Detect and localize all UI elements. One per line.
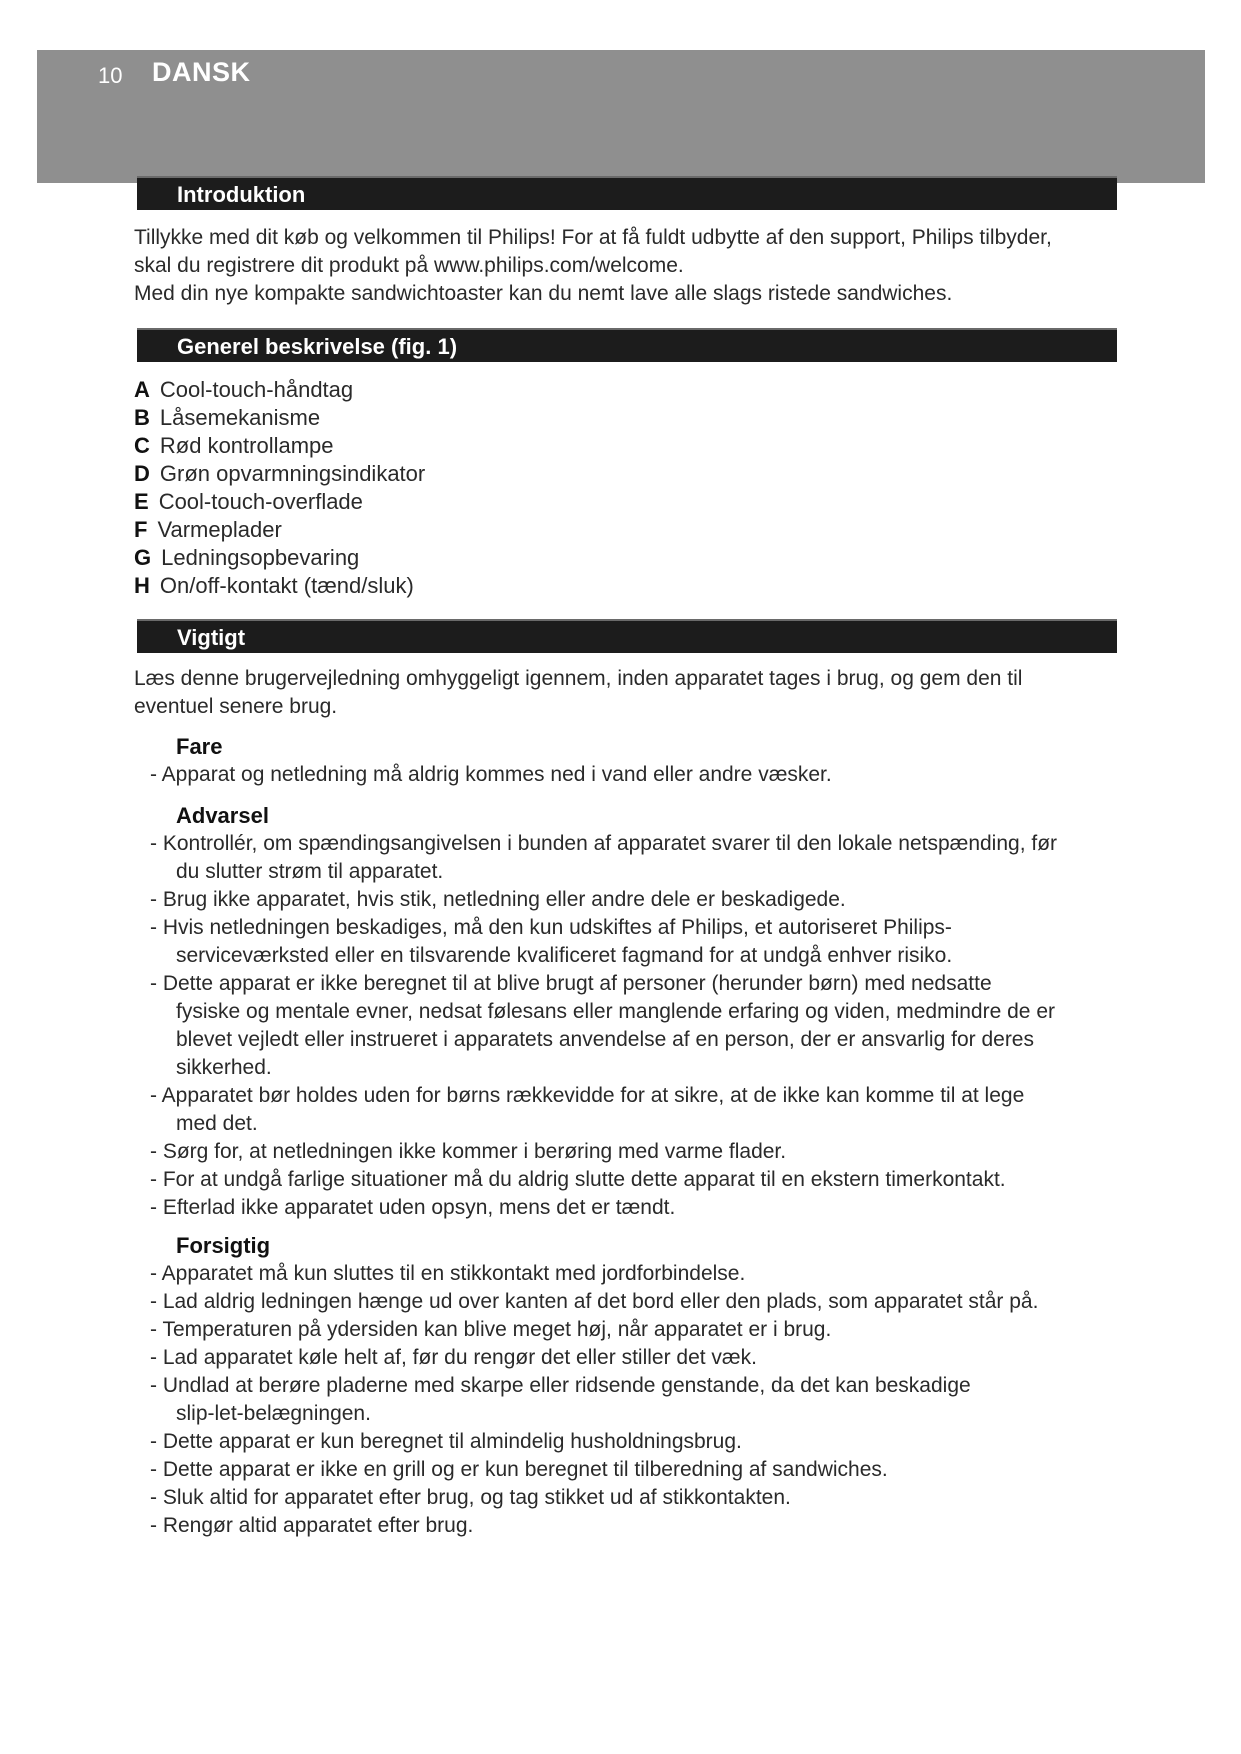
list-item-text: - For at undgå farlige situationer må du aldrig slutte dette apparat til en ekstern timerkontakt. <box>150 1168 1006 1191</box>
important-line: Læs denne brugervejledning omhyggeligt igennem, inden apparatet tages i brug, og gem den til <box>134 667 1023 690</box>
list-item <box>150 1484 1110 1512</box>
component-item <box>134 572 425 600</box>
danger-list <box>150 761 1110 789</box>
list-item-text: serviceværksted eller en tilsvarende kvalificeret fagmand for at undgå enhver risiko. <box>176 944 953 967</box>
list-item-text: - Sluk altid for apparatet efter brug, og tag stikket ud af stikkontakten. <box>150 1486 791 1509</box>
list-item <box>150 886 1110 914</box>
list-item-text: fysiske og mentale evner, nedsat følesans eller manglende erfaring og viden, medmindre de er <box>176 1000 1055 1023</box>
component-label: Grøn opvarmningsindikator <box>159 461 426 486</box>
component-item <box>134 404 425 432</box>
list-item-text: - Temperaturen på ydersiden kan blive meget høj, når apparatet er i brug. <box>150 1318 832 1341</box>
intro-text <box>134 224 1124 308</box>
intro-line: skal du registrere dit produkt på www.philips.com/welcome. <box>134 254 684 277</box>
component-letter: H <box>134 573 150 598</box>
component-item <box>134 488 425 516</box>
component-item <box>134 376 425 404</box>
page-number: 10 <box>98 63 123 88</box>
component-label: Ledningsopbevaring <box>161 545 360 570</box>
list-item-text: - Lad apparatet køle helt af, før du rengør det eller stiller det væk. <box>150 1346 757 1369</box>
component-letter: F <box>134 517 148 542</box>
list-item-text: - Apparat og netledning må aldrig kommes ned i vand eller andre væsker. <box>150 763 832 786</box>
component-item <box>134 460 425 488</box>
list-item <box>150 1316 1110 1344</box>
component-label: Låsemekanisme <box>159 405 321 430</box>
list-item <box>150 1166 1110 1194</box>
list-item-text: - Lad aldrig ledningen hænge ud over kanten af det bord eller den plads, som apparatet står på. <box>150 1290 1039 1313</box>
component-list <box>134 376 425 600</box>
list-item <box>150 1456 1110 1484</box>
list-item <box>150 1428 1110 1456</box>
component-letter: E <box>134 489 149 514</box>
list-item <box>150 1082 1110 1138</box>
list-item-text: - Rengør altid apparatet efter brug. <box>150 1514 474 1537</box>
list-item-text: - Apparatet bør holdes uden for børns rækkevidde for at sikre, at de ikke kan komme til at lege <box>150 1084 1025 1107</box>
list-item <box>150 1260 1110 1288</box>
component-letter: G <box>134 545 152 570</box>
list-item-text: - Hvis netledningen beskadiges, må den kun udskiftes af Philips, et autoriseret Philips- <box>150 916 952 939</box>
component-label: Rød kontrollampe <box>159 433 334 458</box>
list-item <box>150 1138 1110 1166</box>
list-item-text: - Dette apparat er ikke beregnet til at blive brugt af personer (herunder børn) med nedsatte <box>150 972 992 995</box>
important-line: eventuel senere brug. <box>134 695 338 718</box>
list-item <box>150 970 1110 1082</box>
list-item-text: - Apparatet må kun sluttes til en stikkontakt med jordforbindelse. <box>150 1262 746 1285</box>
list-item-text: du slutter strøm til apparatet. <box>176 860 444 883</box>
component-label: On/off-kontakt (tænd/sluk) <box>159 573 414 598</box>
component-letter: B <box>134 405 150 430</box>
list-item <box>150 761 1110 789</box>
component-label: Cool-touch-overflade <box>158 489 363 514</box>
component-label: Varmeplader <box>157 517 282 542</box>
list-item <box>150 1344 1110 1372</box>
important-intro <box>134 665 1124 721</box>
component-item <box>134 516 425 544</box>
component-item <box>134 544 425 572</box>
list-item <box>150 914 1110 970</box>
list-item <box>150 830 1110 886</box>
list-item <box>150 1288 1110 1316</box>
section-bar-introduction: Introduktion <box>137 176 1117 210</box>
list-item-text: blevet vejledt eller instrueret i apparatets anvendelse af en person, der er ansvarlig for deres <box>176 1028 1034 1051</box>
component-letter: C <box>134 433 150 458</box>
list-item <box>150 1512 1110 1540</box>
list-item-text: - Dette apparat er ikke en grill og er kun beregnet til tilberedning af sandwiches. <box>150 1458 888 1481</box>
component-letter: D <box>134 461 150 486</box>
subheading-caution: Forsigtig <box>176 1233 271 1258</box>
list-item-text: sikkerhed. <box>176 1056 272 1079</box>
list-item-text: slip-let-belægningen. <box>176 1402 371 1425</box>
intro-line: Med din nye kompakte sandwichtoaster kan du nemt lave alle slags ristede sandwiches. <box>134 282 953 305</box>
component-label: Cool-touch-håndtag <box>159 377 354 402</box>
section-bar-important: Vigtigt <box>137 619 1117 653</box>
list-item-text: - Kontrollér, om spændingsangivelsen i bunden af apparatet svarer til den lokale netspænding, før <box>150 832 1058 855</box>
subheading-danger: Fare <box>176 734 223 759</box>
language-title: DANSK <box>152 57 251 87</box>
caution-list <box>150 1260 1110 1540</box>
list-item-text: - Brug ikke apparatet, hvis stik, netledning eller andre dele er beskadigede. <box>150 888 846 911</box>
subheading-warning: Advarsel <box>176 803 269 828</box>
list-item-text: - Dette apparat er kun beregnet til almindelig husholdningsbrug. <box>150 1430 742 1453</box>
list-item-text: - Undlad at berøre pladerne med skarpe eller ridsende genstande, da det kan beskadige <box>150 1374 971 1397</box>
list-item <box>150 1372 1110 1428</box>
list-item <box>150 1194 1110 1222</box>
list-item-text: med det. <box>176 1112 258 1135</box>
warning-list <box>150 830 1110 1222</box>
list-item-text: - Sørg for, at netledningen ikke kommer i berøring med varme flader. <box>150 1140 787 1163</box>
list-item-text: - Efterlad ikke apparatet uden opsyn, mens det er tændt. <box>150 1196 676 1219</box>
component-letter: A <box>134 377 150 402</box>
intro-line: Tillykke med dit køb og velkommen til Philips! For at få fuldt udbytte af den support, Philips tilbyder, <box>134 226 1052 249</box>
section-bar-general-description: Generel beskrivelse (fig. 1) <box>137 328 1117 362</box>
component-item <box>134 432 425 460</box>
